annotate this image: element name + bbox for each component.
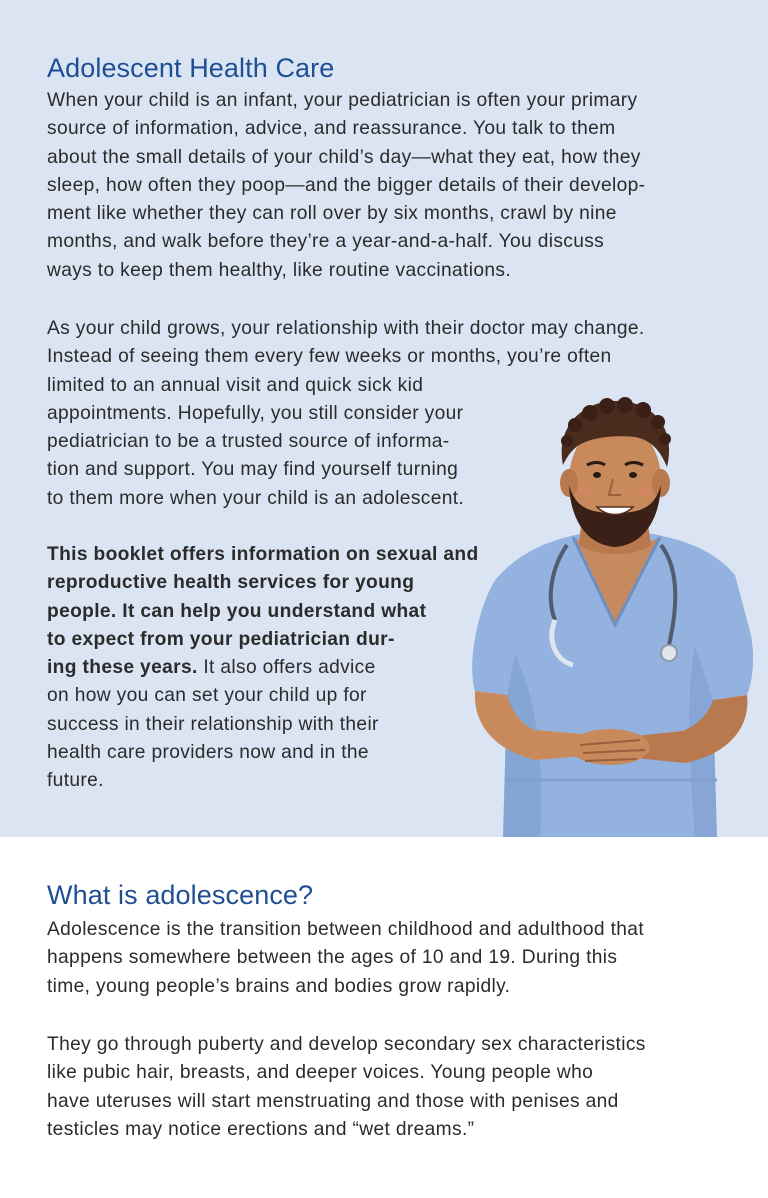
bold-text-line: reproductive health services for young <box>47 572 415 594</box>
text-line: appointments. Hopefully, you still consider your <box>47 402 464 424</box>
booklet-purpose-paragraph <box>47 541 517 796</box>
text-line: time, young people’s brains and bodies grow rapidly. <box>47 975 511 997</box>
text-line: limited to an annual visit and quick sick kid <box>47 374 424 396</box>
text-line: to them more when your child is an adolescent. <box>47 487 465 509</box>
text-line: They go through puberty and develop secondary sex characteristics <box>47 1034 646 1055</box>
section-title-what-is-adolescence: What is adolescence? <box>47 880 314 910</box>
bold-text-line: to expect from your pediatrician dur- <box>47 628 395 650</box>
text-line: ways to keep them healthy, like routine vaccinations. <box>47 259 512 281</box>
text-line: testicles may notice erections and “wet dreams.” <box>47 1118 475 1140</box>
text-line: have uteruses will start menstruating and those with penises and <box>47 1090 619 1112</box>
bold-text-line: ing these years. <box>47 657 198 679</box>
text-line: Instead of seeing them every few weeks or months, you’re often <box>47 346 612 368</box>
bold-text-line: This booklet offers information on sexual and <box>47 544 479 565</box>
text-line: When your child is an infant, your pediatrician is often your primary <box>47 90 638 111</box>
text-fragment: It also offers advice <box>197 657 376 679</box>
text-line: like pubic hair, breasts, and deeper voices. Young people who <box>47 1062 594 1084</box>
text-line: pediatrician to be a trusted source of informa- <box>47 431 450 453</box>
text-line: happens somewhere between the ages of 10 and 19. During this <box>47 947 618 969</box>
bold-text-line: people. It can help you understand what <box>47 600 427 622</box>
text-line: Adolescence is the transition between childhood and adulthood that <box>47 919 645 940</box>
adolescence-definition-paragraph <box>47 916 737 1001</box>
text-line: ment like whether they can roll over by six months, crawl by nine <box>47 203 617 225</box>
text-line: sleep, how often they poop—and the bigger details of their develop- <box>47 174 646 196</box>
text-line: health care providers now and in the <box>47 742 369 764</box>
intro-paragraph <box>47 87 737 285</box>
text-line: tion and support. You may find yourself turning <box>47 459 459 481</box>
text-line: success in their relationship with their <box>47 713 379 735</box>
section-title-adolescent-health-care: Adolescent Health Care <box>47 53 335 83</box>
text-line: months, and walk before they’re a year-and-a-half. You discuss <box>47 231 605 253</box>
puberty-paragraph <box>47 1031 737 1144</box>
text-line: source of information, advice, and reassurance. You talk to them <box>47 118 616 140</box>
text-line: on how you can set your child up for <box>47 685 367 707</box>
doctor-illustration <box>455 395 768 837</box>
text-line: about the small details of your child’s day—what they eat, how they <box>47 146 641 168</box>
text-line: future. <box>47 770 104 792</box>
text-line: As your child grows, your relationship with their doctor may change. <box>47 318 645 339</box>
